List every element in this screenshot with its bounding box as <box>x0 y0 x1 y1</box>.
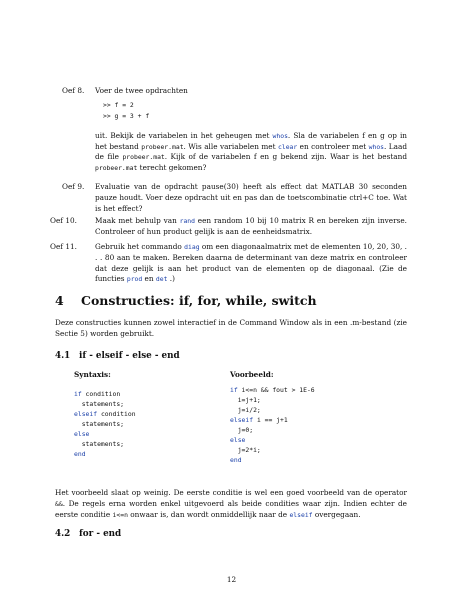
code-text: statements; <box>74 419 125 428</box>
code-operator: && <box>55 499 63 508</box>
code-keyword: end <box>230 455 242 464</box>
subsection-heading <box>55 529 121 540</box>
exercise-10 <box>50 216 407 238</box>
command-line: >> g = 3 + f <box>103 111 150 120</box>
code-text: i == j+1 <box>253 415 288 424</box>
code-keyword: if <box>74 389 82 398</box>
subsection-title: for - end <box>79 529 122 539</box>
syntax-heading: Syntaxis: <box>74 370 111 379</box>
code-filename: probeer.mat <box>122 153 165 162</box>
code-keyword: else <box>74 429 90 438</box>
code-keyword: diag <box>184 243 200 251</box>
code-line <box>230 395 315 405</box>
code-text: condition <box>97 409 136 418</box>
code-keyword: end <box>74 449 86 458</box>
exercise-label: Oef 10. <box>50 216 77 225</box>
code-keyword: rand <box>179 217 195 225</box>
exercise-text: Voer de twee opdrachten <box>95 86 188 95</box>
code-keyword: elseif <box>74 409 98 418</box>
code-line <box>230 435 315 445</box>
code-keyword: prod <box>126 275 143 284</box>
code-text: j=i/2; <box>230 405 261 414</box>
code-text: statements; <box>74 439 125 448</box>
example-code-block <box>230 385 315 465</box>
code-line <box>230 455 315 465</box>
code-keyword: whos <box>272 131 288 140</box>
subsection-number: 4.1 <box>55 351 71 361</box>
exercise-text: Evaluatie van de opdracht pause(30) heeft als effect dat MATLAB 30 seconden pauze houdt. Voer deze opdracht uit en pas dan de toetscombinatie ctrl+C toe. Wat is het effect? <box>95 182 407 213</box>
subsection-number: 4.2 <box>55 529 71 539</box>
exercise-11 <box>50 242 407 285</box>
exercise-label: Oef 11. <box>50 242 77 251</box>
section-title: Constructies: if, for, while, switch <box>81 293 317 308</box>
code-keyword: elseif <box>289 510 313 519</box>
code-line <box>74 429 136 439</box>
code-text: condition <box>81 389 121 398</box>
section-number: 4 <box>55 293 64 308</box>
exercise-label: Oef 8. <box>62 86 85 95</box>
code-line <box>230 405 315 415</box>
code-line <box>74 439 136 449</box>
code-line <box>74 399 136 409</box>
exercise-paragraph: uit. Bekijk de variabelen in het geheugen met whos. Sla de variabelen f en g op in het bestand probeer.mat. Wis alle variabelen met clear en controleer met whos. Laad de file probeer.mat. Kijk of de variabelen f en g bekend zijn. Waar is het bestand probeer.mat terecht gekomen? <box>95 130 408 173</box>
page-number: 12 <box>226 575 237 584</box>
code-keyword: whos <box>368 142 385 151</box>
code-line <box>230 415 315 425</box>
code-filename: probeer.mat <box>95 164 138 173</box>
subsection-title: if - elseif - else - end <box>79 351 180 361</box>
syntax-code-block <box>74 389 136 459</box>
code-keyword: if <box>230 385 238 394</box>
code-line <box>74 419 136 429</box>
code-text: j=2*i; <box>230 445 261 454</box>
section-intro: Deze constructies kunnen zowel interactief in de Command Window als in een .m-bestand (zie Sectie 5) worden gebruikt. <box>55 318 407 338</box>
code-keyword: else <box>230 435 246 444</box>
code-line <box>230 445 315 455</box>
exercise-9 <box>62 182 407 214</box>
code-line <box>230 385 315 395</box>
example-column <box>230 370 315 465</box>
exercise-8 <box>62 86 407 174</box>
subsection-heading <box>55 351 180 362</box>
example-heading: Voorbeeld: <box>230 370 274 379</box>
code-text: statements; <box>74 399 125 408</box>
code-keyword: det <box>155 275 168 284</box>
code-filename: probeer.mat <box>141 142 184 151</box>
code-keyword: elseif <box>230 415 254 424</box>
exercise-text: Maak met behulp van rand een random 10 bij 10 matrix R en bereken zijn inverse. Controleer of hun product gelijk is aan de eenheidsmatrix. <box>95 216 407 236</box>
code-line <box>74 409 136 419</box>
code-line <box>74 449 136 459</box>
code-line <box>74 389 136 399</box>
exercise-label: Oef 9. <box>62 182 85 191</box>
command-line: >> f = 2 <box>103 100 134 109</box>
code-text: i=j+1; <box>230 395 261 404</box>
syntax-column <box>74 370 136 459</box>
code-line <box>230 425 315 435</box>
explanation-paragraph: Het voorbeeld slaat op weinig. De eerste conditie is wel een goed voorbeeld van de operator &&. De regels erna worden enkel uitgevoerd als beide condities waar zijn. Indien echter de eerste conditie i<=n onwaar is, dan wordt onmiddellijk naar de elseif overgegaan. <box>55 488 407 519</box>
code-text: i<=n && fout > 1E-6 <box>237 385 315 394</box>
code-inline: i<=n <box>112 510 128 519</box>
exercise-text: Gebruik het commando diag om een diagonaalmatrix met de elementen 10, 20, 30, . . . 80 aan te maken. Bereken daarna de determinant van deze matrix en controleer dat deze gelijk is aan het product van de elementen op de diagonaal. (Zie de functies prod en det .) <box>95 242 407 284</box>
code-keyword: clear <box>278 142 298 151</box>
section-heading <box>55 293 317 308</box>
code-text: j=0; <box>230 425 254 434</box>
